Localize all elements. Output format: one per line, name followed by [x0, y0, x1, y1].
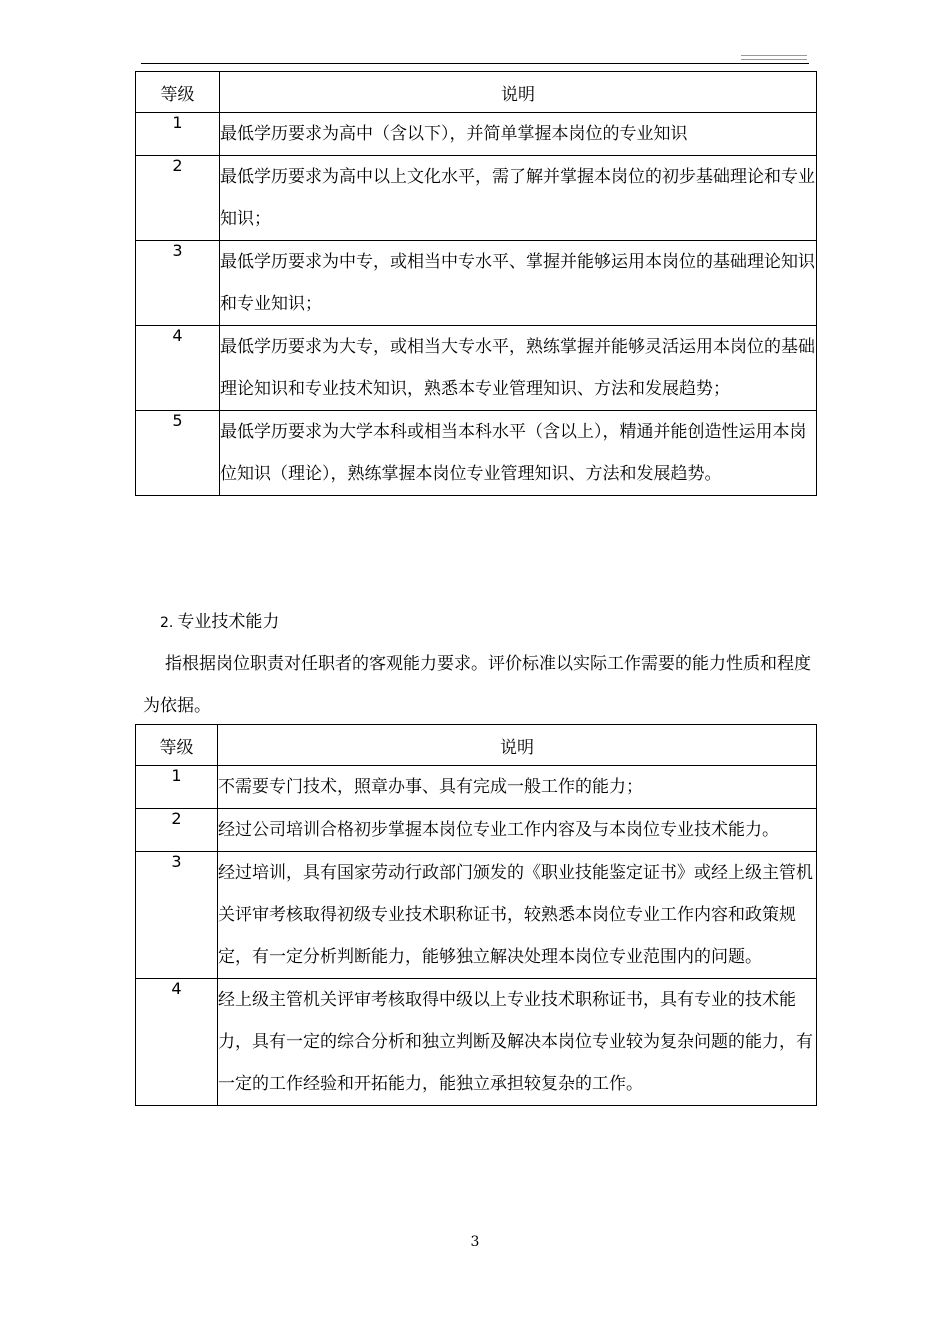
technical-ability-table [135, 724, 817, 1106]
header-rule [141, 63, 809, 64]
description-cell: 最低学历要求为大专，或相当大专水平，熟练掌握并能够灵活运用本岗位的基础理论知识和专业技术知识，熟悉本专业管理知识、方法和发展趋势； [220, 326, 817, 411]
level-cell: 2 [136, 809, 218, 852]
header-description: 说明 [220, 72, 817, 113]
page-number: 3 [470, 1234, 480, 1250]
level-cell: 3 [136, 241, 220, 326]
table-row [136, 411, 817, 496]
description-cell: 最低学历要求为中专，或相当中专水平、掌握并能够运用本岗位的基础理论知识和专业知识； [220, 241, 817, 326]
section-title: 专业技术能力 [177, 612, 280, 632]
level-cell: 4 [136, 979, 218, 1106]
section-intro-paragraph: 指根据岗位职责对任职者的客观能力要求。评价标准以实际工作需要的能力性质和程度为依据。 [143, 654, 811, 716]
header-mark [741, 55, 807, 56]
table-header-row [136, 725, 817, 766]
table-row [136, 766, 817, 809]
level-cell: 4 [136, 326, 220, 411]
education-level-table [135, 71, 817, 496]
description-cell: 不需要专门技术，照章办事、具有完成一般工作的能力； [218, 766, 817, 809]
section-number: 2. [160, 615, 174, 631]
table-header-row [136, 72, 817, 113]
description-cell: 最低学历要求为高中以上文化水平，需了解并掌握本岗位的初步基础理论和专业知识； [220, 156, 817, 241]
description-cell: 经上级主管机关评审考核取得中级以上专业技术职称证书，具有专业的技术能力，具有一定的综合分析和独立判断及解决本岗位专业较为复杂问题的能力，有一定的工作经验和开拓能力，能独立承担较复杂的工作。 [218, 979, 817, 1106]
header-description: 说明 [218, 725, 817, 766]
table-row [136, 809, 817, 852]
level-cell: 3 [136, 852, 218, 979]
level-cell: 1 [136, 766, 218, 809]
section-heading [160, 607, 279, 632]
table-row [136, 852, 817, 979]
header-level: 等级 [136, 72, 220, 113]
description-cell: 最低学历要求为高中（含以下），并简单掌握本岗位的专业知识 [220, 113, 817, 156]
table-row [136, 979, 817, 1106]
description-cell: 经过培训，具有国家劳动行政部门颁发的《职业技能鉴定证书》或经上级主管机关评审考核取得初级专业技术职称证书，较熟悉本岗位专业工作内容和政策规定，有一定分析判断能力，能够独立解决处理本岗位专业范围内的问题。 [218, 852, 817, 979]
description-cell: 经过公司培训合格初步掌握本岗位专业工作内容及与本岗位专业技术能力。 [218, 809, 817, 852]
level-cell: 5 [136, 411, 220, 496]
table-row [136, 326, 817, 411]
level-cell: 1 [136, 113, 220, 156]
header-level: 等级 [136, 725, 218, 766]
description-cell: 最低学历要求为大学本科或相当本科水平（含以上），精通并能创造性运用本岗位知识（理论），熟练掌握本岗位专业管理知识、方法和发展趋势。 [220, 411, 817, 496]
table-row [136, 241, 817, 326]
table-row [136, 156, 817, 241]
table-row [136, 113, 817, 156]
level-cell: 2 [136, 156, 220, 241]
header-mark [741, 59, 807, 60]
